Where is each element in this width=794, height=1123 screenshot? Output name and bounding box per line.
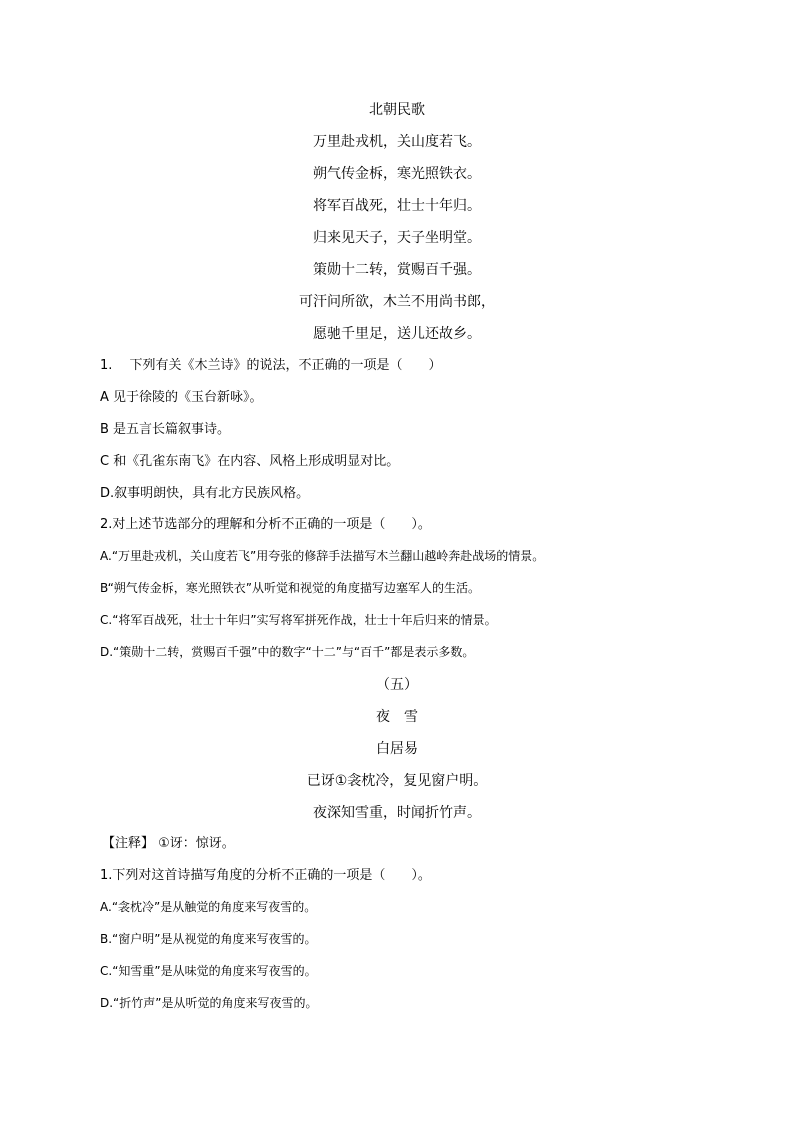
question-stem: 2.对上述节选部分的理解和分析不正确的一项是（ ）。	[100, 517, 431, 532]
question-option: A 见于徐陵的《玉台新咏》。	[100, 390, 263, 405]
poem-line: 策勋十二转，赏赐百千强。	[313, 262, 481, 278]
poem-line: 归来见天子，天子坐明堂。	[313, 230, 481, 246]
poem-line: 朔气传金柝，寒光照铁衣。	[313, 166, 481, 182]
poem-line: 将军百战死，壮士十年归。	[313, 198, 481, 214]
question-option: D.“策勋十二转，赏赐百千强”中的数字“十二”与“百千”都是表示多数。	[100, 645, 475, 659]
poem-line: 愿驰千里足，送儿还故乡。	[313, 326, 481, 342]
question-option: D.“折竹声”是从听觉的角度来写夜雪的。	[100, 996, 318, 1010]
poem-author: 白居易	[376, 741, 418, 757]
question-option: A.“万里赴戎机，关山度若飞”用夸张的修辞手法描写木兰翻山越岭奔赴战场的情景。	[100, 549, 545, 563]
question-option: C 和《孔雀东南飞》在内容、风格上形成明显对比。	[100, 454, 400, 469]
annotation-note: 【注释】 ①讶：惊讶。	[102, 836, 235, 851]
poem-line: 万里赴戎机，关山度若飞。	[313, 134, 481, 150]
question-option: B.“窗户明”是从视觉的角度来写夜雪的。	[100, 932, 317, 946]
question-option: C.“知雪重”是从味觉的角度来写夜雪的。	[100, 964, 317, 978]
question-option: D.叙事明朗快，具有北方民族风格。	[100, 486, 310, 501]
question-option: B 是五言长篇叙事诗。	[100, 422, 231, 437]
poem-source-title: 北朝民歌	[369, 102, 425, 118]
poem-line: 可汗问所欲，木兰不用尚书郎，	[299, 294, 495, 310]
poem-line: 已讶①衾枕冷，复见窗户明。	[306, 773, 488, 789]
question-option: A.“衾枕冷”是从触觉的角度来写夜雪的。	[100, 900, 317, 914]
poem-title: 夜 雪	[376, 709, 418, 725]
question-stem: 1.下列对这首诗描写角度的分析不正确的一项是（ ）。	[100, 868, 431, 883]
poem-line: 夜深知雪重，时闻折竹声。	[313, 805, 481, 821]
question-stem: 1. 下列有关《木兰诗》的说法，不正确的一项是（ ）	[100, 358, 442, 373]
question-option: C.“将军百战死，壮士十年归”实写将军拼死作战，壮士十年后归来的情景。	[100, 613, 497, 627]
question-option: B“朔气传金柝，寒光照铁衣”从听觉和视觉的角度描写边塞军人的生活。	[100, 581, 481, 595]
section-number: （五）	[376, 677, 418, 693]
